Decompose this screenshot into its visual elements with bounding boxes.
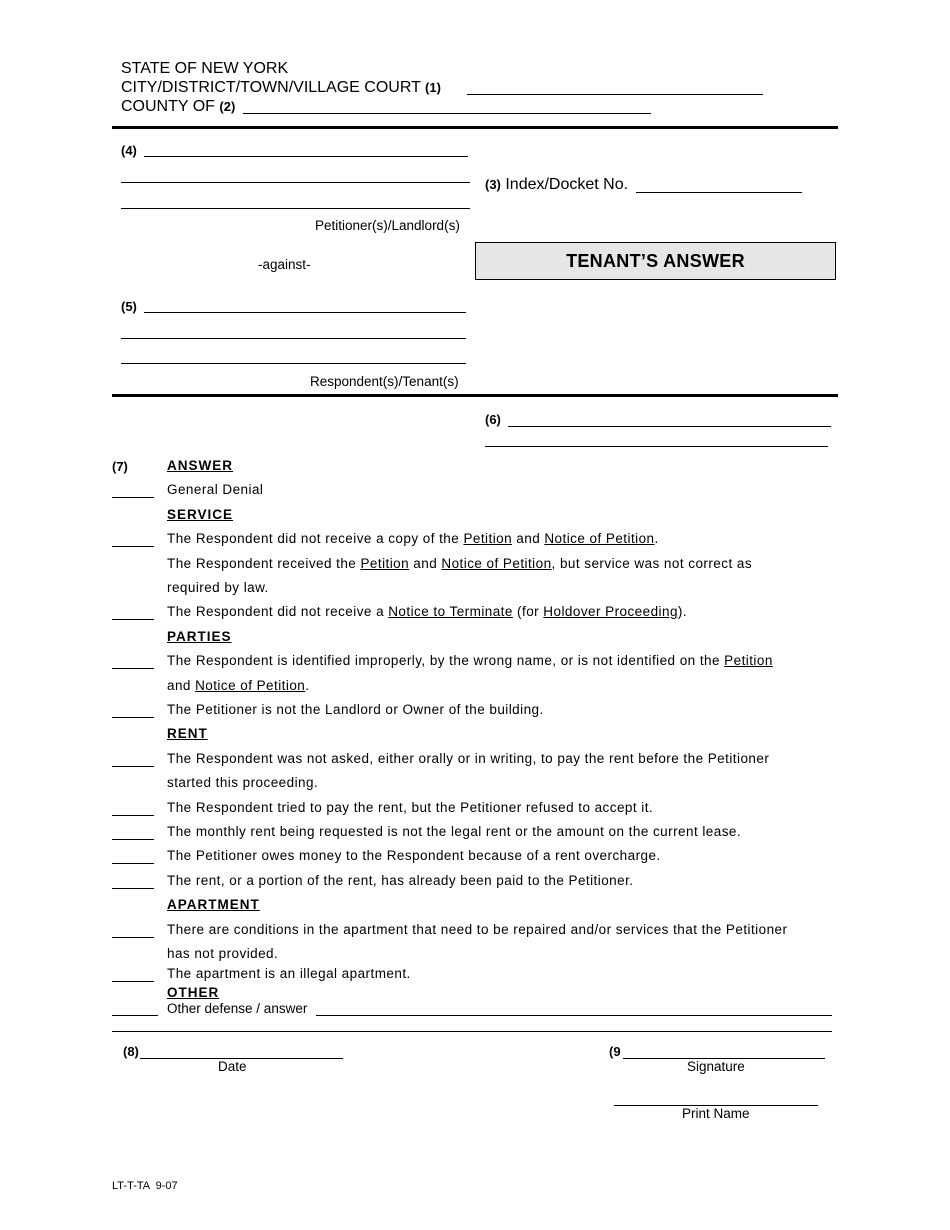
court-field-number: (1) [425,80,441,95]
service-1-text: The Respondent did not receive a copy of the Petition and Notice of Petition. [167,531,659,546]
parties-heading: PARTIES [167,629,232,644]
court-input-line[interactable] [467,94,763,95]
checkbox-service-3[interactable] [112,619,154,620]
petitioner-line-2[interactable] [121,182,470,183]
against-text: -against- [258,257,311,272]
checkbox-rent-3[interactable] [112,839,154,840]
court-label: CITY/DISTRICT/TOWN/VILLAGE COURT [121,79,421,96]
date-label: Date [218,1059,247,1074]
other-answer-line-2[interactable] [112,1031,832,1032]
respondent-line-2[interactable] [121,338,466,339]
parties-1-text-cont: and Notice of Petition. [167,678,310,693]
index-field-number: (3) [485,177,501,192]
petitioner-field-number: (4) [121,143,137,158]
checkbox-service-1[interactable] [112,546,154,547]
rent-3-text: The monthly rent being requested is not the legal rent or the amount on the current lease. [167,824,742,839]
field-6-number: (6) [485,412,501,427]
rent-5-text: The rent, or a portion of the rent, has already been paid to the Petitioner. [167,873,634,888]
other-heading: OTHER [167,985,220,1000]
checkbox-parties-1[interactable] [112,668,154,669]
rent-1-text: The Respondent was not asked, either orally or in writing, to pay the rent before the Petitioner [167,751,770,766]
parties-1-text: The Respondent is identified improperly, by the wrong name, or is not identified on the Petition [167,653,773,668]
signature-field-number: (9 [609,1044,621,1059]
index-docket-heading [485,176,628,194]
checkbox-parties-2[interactable] [112,717,154,718]
checkbox-other[interactable] [112,1015,158,1016]
signature-label: Signature [687,1059,745,1074]
county-input-line[interactable] [243,113,651,114]
petitioner-line-3[interactable] [121,208,470,209]
county-label: COUNTY OF [121,98,215,115]
rent-heading: RENT [167,726,208,741]
respondent-line-3[interactable] [121,363,466,364]
other-label: Other defense / answer [167,1001,308,1016]
state-heading: STATE OF NEW YORK [121,60,289,77]
service-2-text: The Respondent received the Petition and Notice of Petition, but service was not correct as [167,556,753,571]
caption-divider [112,394,838,397]
rent-1-text-cont: started this proceeding. [167,775,319,790]
service-heading: SERVICE [167,507,234,522]
apartment-1-text: There are conditions in the apartment that need to be repaired and/or services that the Petitioner [167,922,788,937]
court-heading [121,78,441,97]
index-input-line[interactable] [636,192,802,193]
petitioner-label: Petitioner(s)/Landlord(s) [315,218,460,233]
form-title: TENANT’S ANSWER [475,242,836,280]
field-6-line-1[interactable] [508,426,831,427]
county-heading [121,97,235,116]
print-name-label: Print Name [682,1106,750,1121]
index-label: Index/Docket No. [505,176,629,193]
answer-field-number: (7) [112,459,128,474]
checkbox-rent-5[interactable] [112,888,154,889]
rent-4-text: The Petitioner owes money to the Respondent because of a rent overcharge. [167,848,661,863]
checkbox-apartment-1[interactable] [112,937,154,938]
checkbox-apartment-2[interactable] [112,981,154,982]
apartment-heading: APARTMENT [167,897,260,912]
apartment-1-text-cont: has not provided. [167,946,279,961]
other-answer-line-1[interactable] [316,1015,832,1016]
county-field-number: (2) [219,99,236,114]
checkbox-rent-4[interactable] [112,863,154,864]
field-6-line-2[interactable] [485,446,828,447]
respondent-field-number: (5) [121,299,137,314]
respondent-label: Respondent(s)/Tenant(s) [310,374,459,389]
apartment-2-text: The apartment is an illegal apartment. [167,966,411,981]
checkbox-rent-2[interactable] [112,815,154,816]
respondent-line-1[interactable] [144,312,466,313]
header-divider [112,126,838,129]
form-code: LT-T-TA 9-07 [112,1180,178,1192]
answer-heading: ANSWER [167,458,233,473]
checkbox-general-denial[interactable] [112,497,154,498]
date-field-number: (8) [123,1044,139,1059]
service-2-text-cont: required by law. [167,580,269,595]
checkbox-rent-1[interactable] [112,766,154,767]
parties-2-text: The Petitioner is not the Landlord or Owner of the building. [167,702,544,717]
service-3-text: The Respondent did not receive a Notice to Terminate (for Holdover Proceeding). [167,604,688,619]
general-denial-text: General Denial [167,482,264,497]
rent-2-text: The Respondent tried to pay the rent, but the Petitioner refused to accept it. [167,800,654,815]
petitioner-line-1[interactable] [144,156,468,157]
